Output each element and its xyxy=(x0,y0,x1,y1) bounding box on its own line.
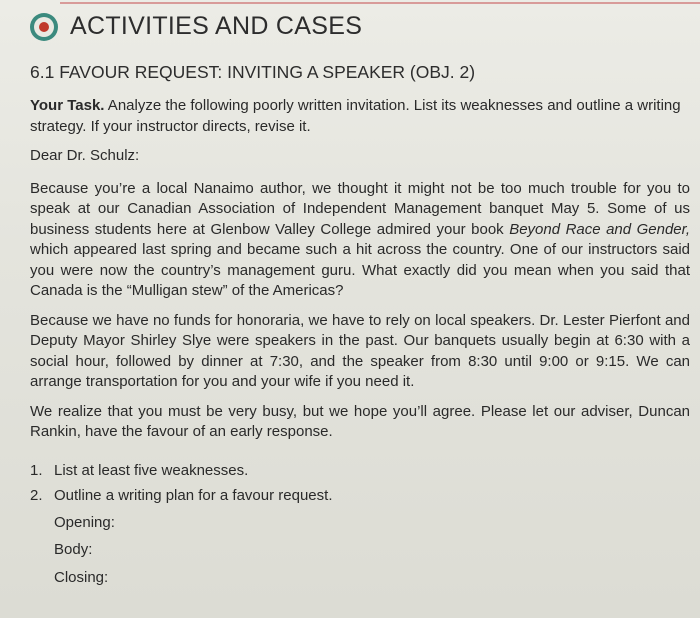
list-item xyxy=(30,461,690,482)
plan-closing: Closing: xyxy=(54,568,109,586)
list-item-text: Outline a writing plan for a favour request. xyxy=(54,487,333,504)
plan-opening: Opening: xyxy=(54,513,115,531)
target-icon xyxy=(30,13,58,41)
section-header xyxy=(30,12,362,41)
list-item-text: List at least five weaknesses. xyxy=(54,461,249,479)
plan-body: Body: xyxy=(54,541,93,558)
plan-parts xyxy=(54,513,690,589)
case-title: 6.1 FAVOUR REQUEST: INVITING A SPEAKER (OBJ. 2) xyxy=(30,62,476,82)
letter-paragraph-1 xyxy=(30,179,690,302)
list-item-number: 1. xyxy=(30,461,43,479)
paragraph-1-text-a: Because you’re a local Nanaimo author, we thought it might not be too much trouble for you to speak at our Canadian Association of Independent Management banquet May 5. Some of us business students here at Glenbow Valley College admired your book xyxy=(30,179,690,238)
section-title: ACTIVITIES AND CASES xyxy=(70,12,363,40)
paragraph-1-text-b: which appeared last spring and became such a hit across the country. One of our instructors said you were now the country’s management guru. What exactly did you mean when you said that Canada is the “Mulligan stew” of the Americas? xyxy=(30,241,690,299)
book-title: Beyond Race and Gender, xyxy=(509,220,690,238)
task-label: Your Task. xyxy=(30,97,105,114)
letter-salutation: Dear Dr. Schulz: xyxy=(30,147,140,164)
list-item-number: 2. xyxy=(30,487,43,504)
list-item xyxy=(30,486,690,507)
question-list xyxy=(30,461,690,507)
letter-paragraph-2: Because we have no funds for honoraria, we have to rely on local speakers. Dr. Lester Pierfont and Deputy Mayor Shirley Slye were speakers in the past. Our banquets usually begin at 6:30 with a social hour, followed by dinner at 7:30, and the speaker from 8:30 until 9:00 or 9:15. We can arrange transportation for you and your wife if you need it. xyxy=(30,311,690,390)
top-rule xyxy=(60,2,700,4)
task-instructions xyxy=(30,96,690,137)
letter-paragraph-3: We realize that you must be very busy, but we hope you’ll agree. Please let our adviser, Duncan Rankin, have the favour of an early response. xyxy=(30,402,690,440)
case-content xyxy=(30,96,690,595)
task-text: Analyze the following poorly written invitation. List its weaknesses and outline a writing strategy. If your instructor directs, revise it. xyxy=(30,97,681,135)
